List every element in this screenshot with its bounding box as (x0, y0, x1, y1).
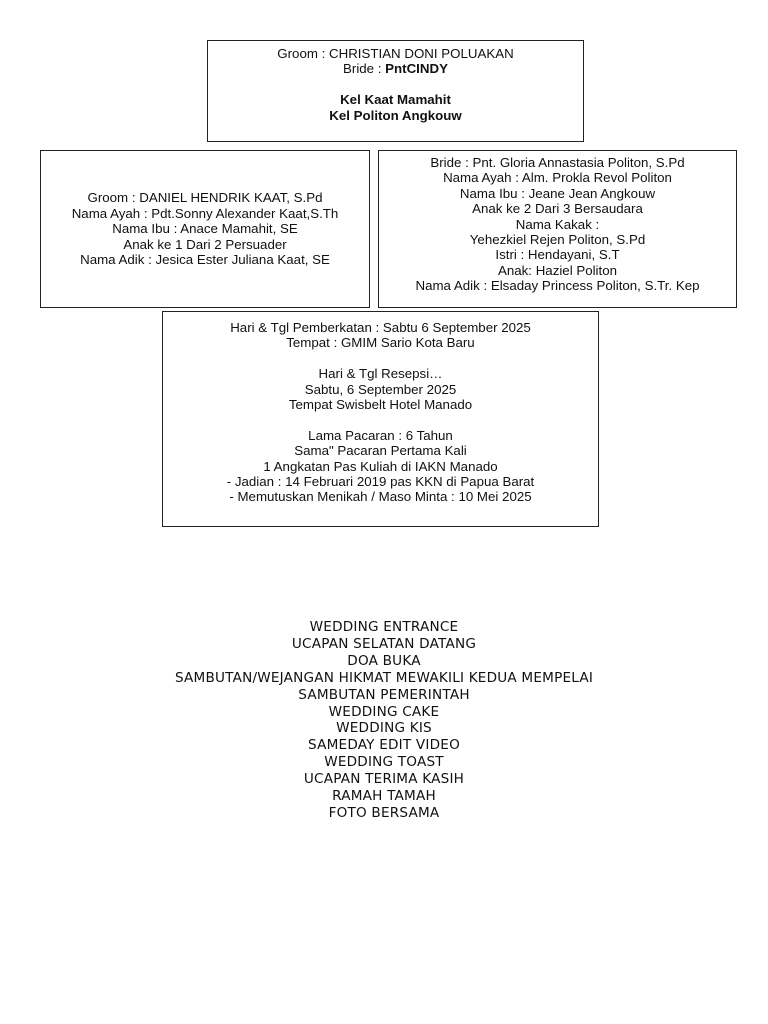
story-line: Sama" Pacaran Pertama Kali (294, 443, 467, 459)
family-name-1: Kel Kaat Mamahit (340, 92, 451, 108)
rundown-item: WEDDING TOAST (324, 754, 444, 771)
rundown-item: WEDDING CAKE (328, 703, 440, 720)
rundown-item: UCAPAN SELATAN DATANG (291, 635, 477, 652)
spacer (163, 351, 598, 366)
bride-detail-line: Nama Ibu : Jeane Jean Angkouw (459, 185, 656, 201)
spacer (208, 77, 583, 92)
couple-summary-box (207, 40, 584, 142)
rundown-item: WEDDING ENTRANCE (309, 619, 459, 635)
bride-detail-line: Anak: Haziel Politon (498, 262, 617, 278)
story-line: 1 Angkatan Pas Kuliah di IAKN Manado (263, 458, 498, 474)
rundown-item: FOTO BERSAMA (328, 804, 440, 821)
story-line: Lama Pacaran : 6 Tahun (308, 427, 453, 443)
rundown-item: RAMAH TAMAH (332, 788, 436, 805)
reception-line: Sabtu, 6 September 2025 (304, 381, 457, 397)
rundown-list (0, 619, 768, 822)
bride-details-box (378, 150, 737, 308)
bride-detail-line: Nama Kakak : (515, 216, 600, 232)
story-line: - Memutuskan Menikah / Maso Minta : 10 Mei 2025 (229, 489, 532, 505)
family-name-2: Kel Politon Angkouw (329, 107, 462, 123)
bride-detail-line: Nama Adik : Elsaday Princess Politon, S.Tr. Kep (415, 278, 700, 294)
summary-bride-name: PntCINDY (385, 61, 448, 77)
groom-detail-line: Anak ke 1 Dari 2 Persuader (123, 236, 287, 252)
event-details-box (162, 311, 599, 527)
groom-detail-line: Nama Adik : Jesica Ester Juliana Kaat, SE (80, 252, 330, 268)
summary-bride-label: Bride : (343, 61, 386, 77)
summary-groom: Groom : CHRISTIAN DONI POLUAKAN (277, 46, 514, 61)
rundown-item: UCAPAN TERIMA KASIH (303, 771, 465, 788)
rundown-item: SAMEDAY EDIT VIDEO (308, 737, 460, 754)
ceremony-line: Hari & Tgl Pemberkatan : Sabtu 6 September 2025 (230, 320, 531, 335)
rundown-item: WEDDING KIS (336, 720, 432, 737)
bride-detail-line: Anak ke 2 Dari 3 Bersaudara (472, 201, 643, 217)
story-line: - Jadian : 14 Februari 2019 pas KKN di Papua Barat (226, 474, 535, 490)
rundown-item: SAMBUTAN PEMERINTAH (298, 686, 470, 703)
reception-line: Tempat Swisbelt Hotel Manado (288, 397, 473, 413)
rundown-item: DOA BUKA (347, 652, 421, 669)
bride-detail-line: Bride : Pnt. Gloria Annastasia Politon, S.Pd (430, 155, 685, 170)
rundown-item: SAMBUTAN/WEJANGAN HIKMAT MEWAKILI KEDUA MEMPELAI (174, 669, 594, 686)
reception-line: Hari & Tgl Resepsi… (318, 366, 443, 382)
groom-details-box (40, 150, 370, 308)
bride-detail-line: Nama Ayah : Alm. Prokla Revol Politon (443, 170, 672, 186)
summary-bride (208, 61, 583, 76)
groom-detail-line: Groom : DANIEL HENDRIK KAAT, S.Pd (87, 190, 323, 206)
spacer (163, 412, 598, 427)
ceremony-line: Tempat : GMIM Sario Kota Baru (286, 335, 475, 351)
groom-detail-line: Nama Ayah : Pdt.Sonny Alexander Kaat,S.Th (71, 205, 339, 221)
groom-detail-line: Nama Ibu : Anace Mamahit, SE (112, 221, 298, 237)
bride-detail-line: Yehezkiel Rejen Politon, S.Pd (469, 232, 646, 248)
bride-detail-line: Istri : Hendayani, S.T (495, 247, 620, 263)
